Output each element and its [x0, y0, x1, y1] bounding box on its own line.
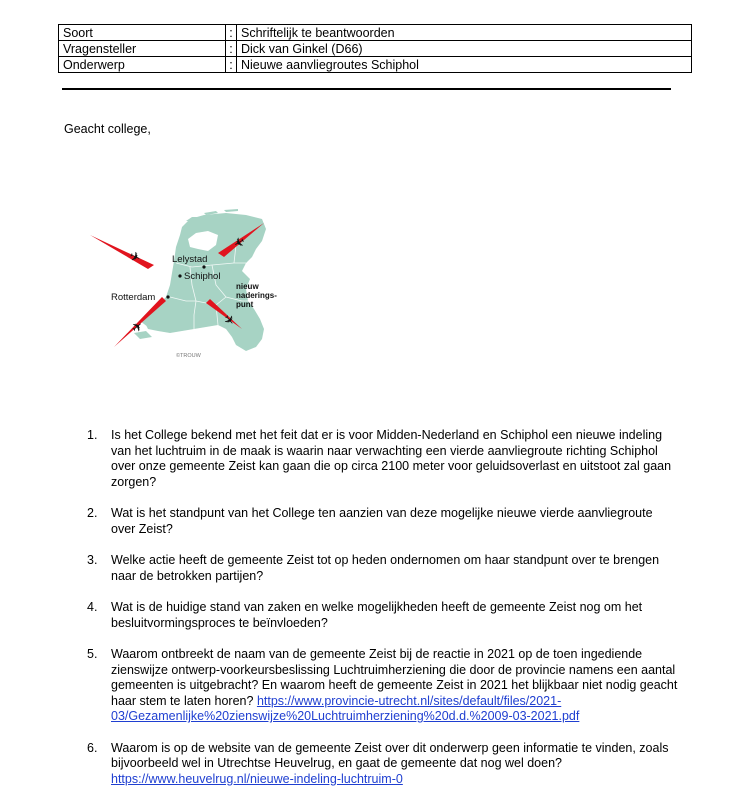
greeting: Geacht college, — [64, 122, 151, 136]
question-text: Waarom ontbreekt de naam van de gemeente Zeist bij de reactie in 2021 op de toen ingediende zienswijze ontwerp-voorkeursbeslissing Luchtruimherziening die door de provincie namens een aantal gemeenten is uitgebracht? En waarom heeft de gemeente Zeist in 2021 het blijkbaar niet nodig geacht haar stem te laten horen? — [111, 647, 678, 708]
question-item — [80, 506, 680, 537]
meta-label: Vragensteller — [59, 41, 226, 57]
lelystad-dot — [202, 265, 205, 268]
netherlands-route-map — [86, 205, 296, 365]
horizontal-rule — [62, 88, 671, 90]
questions-list — [80, 428, 680, 787]
question-number: 5. — [87, 647, 98, 661]
meta-value: Schriftelijk te beantwoorden — [237, 25, 692, 41]
meta-value: Nieuwe aanvliegroutes Schiphol — [237, 57, 692, 73]
label-naderingspunt-2: naderings- — [236, 291, 277, 300]
question-item — [80, 600, 680, 631]
question-item — [80, 428, 680, 490]
provincie-utrecht-link[interactable]: https://www.provincie-utrecht.nl/sites/default/files/2021-03/Gezamenlijke%20zienswijze%20Luchtruimherziening%20d.d.%2009-03-2021.pdf — [111, 693, 580, 723]
airplane-icon: ✈ — [127, 247, 144, 266]
meta-row-vragensteller — [59, 41, 692, 57]
label-rotterdam: Rotterdam — [111, 292, 156, 303]
airplane-icon: ✈ — [128, 317, 147, 337]
question-text: Is het College bekend met het feit dat er is voor Midden-Nederland en Schiphol een nieuwe indeling van het luchtruim in de maak is waarin naar verwachting een vierde aanvliegroute richting Schiphol over onze gemeente Zeist kan gaan die op circa 2100 meter voor geluidsoverlast en uitstoot zal gaan zorgen? — [111, 428, 672, 489]
question-number: 2. — [87, 506, 98, 520]
meta-label: Onderwerp — [59, 57, 226, 73]
label-naderingspunt-3: punt — [236, 300, 254, 309]
question-item — [80, 647, 680, 725]
meta-row-onderwerp — [59, 57, 692, 73]
flight-arrow-west — [90, 235, 154, 269]
airplane-icon: ✈ — [230, 232, 248, 252]
label-naderingspunt-1: nieuw — [236, 282, 259, 291]
schiphol-dot — [178, 274, 181, 277]
map-credit: ©TROUW — [176, 353, 201, 359]
meta-label: Soort — [59, 25, 226, 41]
question-text: Waarom is op de website van de gemeente Zeist over dit onderwerp geen informatie te vinden, zoals bijvoorbeeld wel in Utrechtse Heuvelrug, en gaat de gemeente dat nog wel doen? — [111, 740, 669, 770]
airplane-icon: ✈ — [219, 311, 239, 330]
question-number: 1. — [87, 428, 98, 442]
question-text: Wat is het standpunt van het College ten aanzien van deze mogelijke nieuwe vierde aanvliegroute over Zeist? — [111, 506, 653, 536]
meta-separator: : — [226, 25, 237, 41]
question-text: Welke actie heeft de gemeente Zeist tot op heden ondernomen om haar standpunt over te brengen naar de betrokken partijen? — [111, 553, 660, 583]
meta-row-soort — [59, 25, 692, 41]
meta-separator: : — [226, 41, 237, 57]
question-number: 6. — [87, 740, 98, 755]
label-schiphol: Schiphol — [184, 271, 221, 282]
question-item — [80, 553, 680, 584]
question-item — [80, 741, 680, 788]
heuvelrug-link[interactable]: https://www.heuvelrug.nl/nieuwe-indeling-luchtruim-0 — [111, 771, 403, 786]
meta-value: Dick van Ginkel (D66) — [237, 41, 692, 57]
question-number: 4. — [87, 600, 98, 614]
label-lelystad: Lelystad — [172, 254, 208, 265]
question-text: Wat is de huidige stand van zaken en welke mogelijkheden heeft de gemeente Zeist nog om het besluitvormingsproces te beïnvloeden? — [111, 600, 643, 630]
rotterdam-dot — [166, 295, 169, 298]
meta-table — [58, 24, 692, 73]
meta-separator: : — [226, 57, 237, 73]
question-number: 3. — [87, 553, 98, 567]
